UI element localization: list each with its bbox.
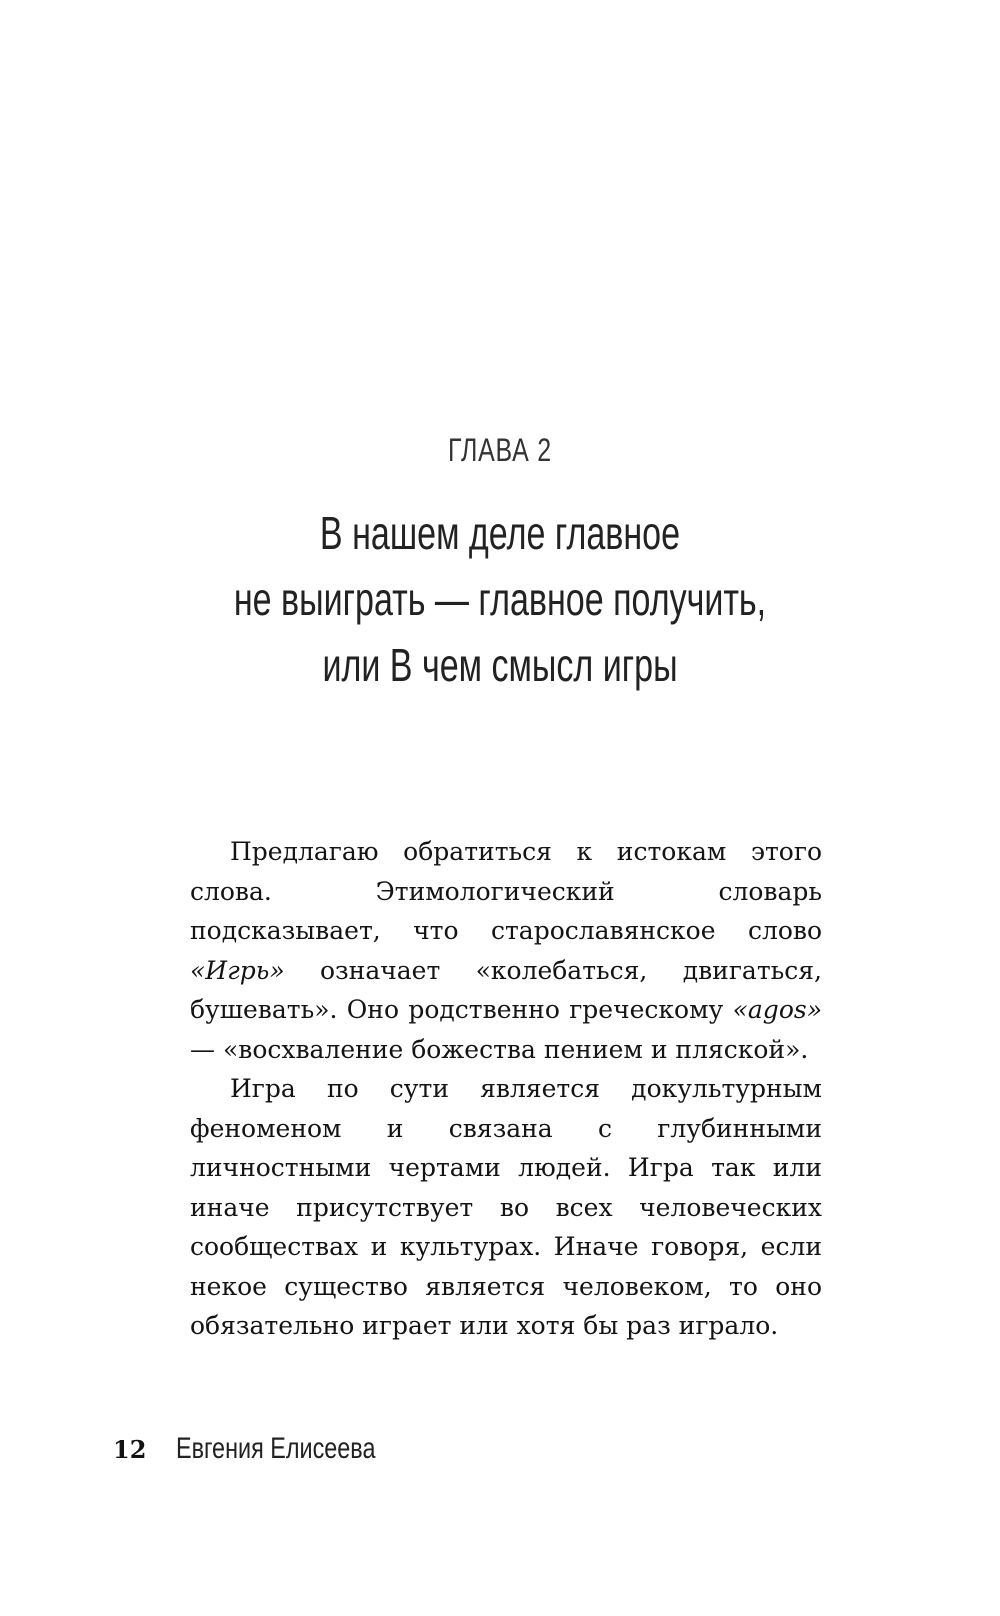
author-name: Евгения Елисеева [176,1432,376,1465]
paragraph-1-emphasis-igr: «Игрь» [190,955,285,985]
page-number: 12 [113,1435,147,1464]
chapter-title-line-3: или В чем смысл игры [322,639,678,691]
page-footer [113,1432,432,1472]
paragraph-2: Игра по сути является докультурным феноменом и связана с глубинными личностными чертами людей. Игра так или иначе присутствует во всех человеческих сообществах и культурах. Иначе говоря, если некое существо является человеком, то оно обязательно играет или хотя бы раз играло. [190,1074,822,1340]
paragraph-1 [190,832,822,1069]
chapter-title-line-1: В нашем деле главное [319,507,681,559]
paragraph-1-text-c: — «восхваление божества пением и пляской». [190,1034,809,1064]
paragraph-1-text-b: означает «колебаться, двигаться, бушевать». Оно родственно греческому [190,955,822,1024]
paragraph-1-text-a: Предлагаю обратиться к истокам этого слова. Этимологический словарь подсказывает, что старославянское слово [190,837,822,945]
chapter-title-line-2: не выиграть — главное получить, [233,573,767,625]
chapter-label: ГЛАВА 2 [448,432,552,468]
body-text [190,832,822,1346]
chapter-title [0,500,1000,698]
paragraph-1-emphasis-agos: «agos» [732,995,822,1024]
